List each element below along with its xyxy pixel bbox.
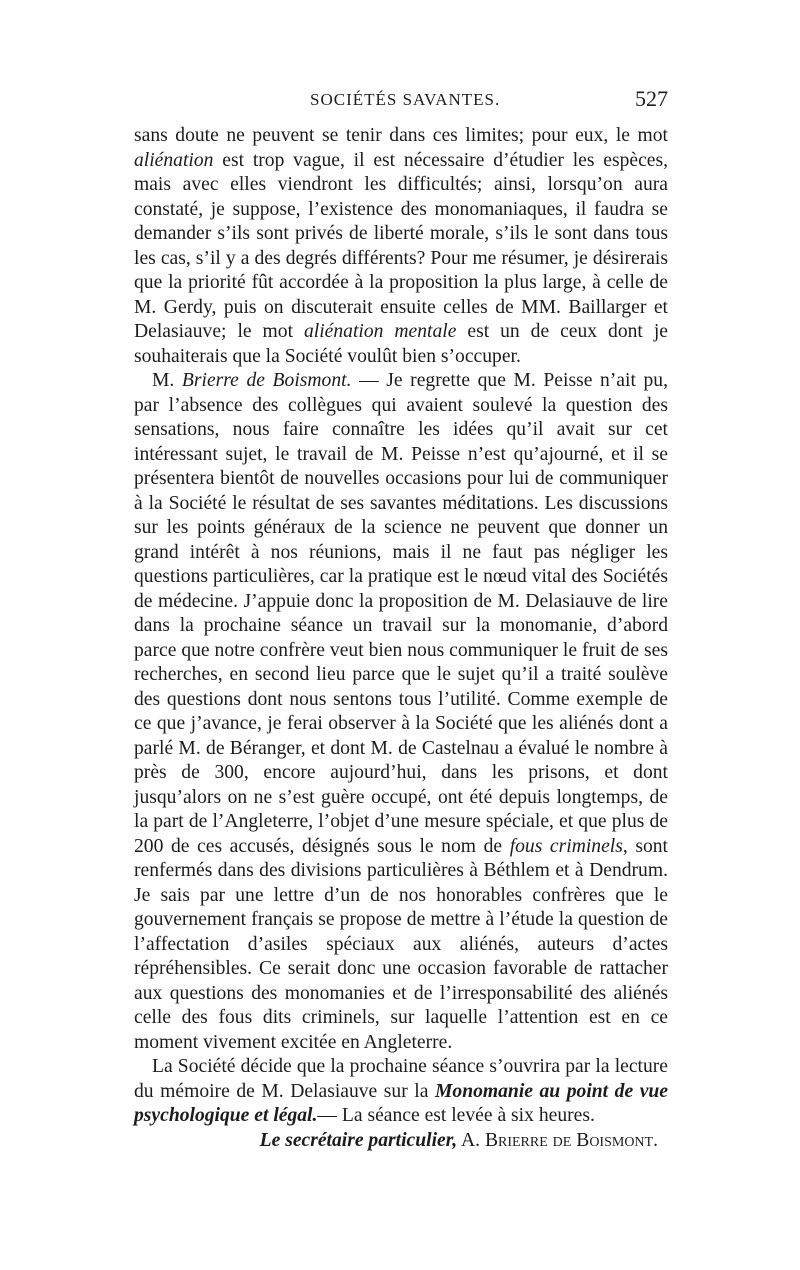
signature-initial: A. <box>457 1129 485 1151</box>
text-run: est un de ceux dont je souhaiterais que la Société voulût bien s’occuper. <box>134 321 668 367</box>
text-run: La Société décide que la prochaine séance s’ouvrira par la lecture du mémoire de M. Delasiauve sur la <box>134 1056 668 1102</box>
speaker-name: Brierre de Boismont. <box>181 370 352 391</box>
page-header <box>134 86 668 116</box>
text-run: , sont renfermés dans des divisions particulières à Béthlem et à Dendrum. Je sais par une lettre d’un de nos honorables confrères que le gouvernement français se propose de mettre à l’étude la question de l’affectation d’asiles spéciaux aux aliénés, auteurs d’actes répréhensibles. Ce serait donc une occasion favorable de rattacher aux questions des monomanies et de l’irresponsabilité des aliénés celle des fous dits criminels, sur laquelle l’attention est en ce moment vivement excitée en Angleterre. <box>134 835 669 1053</box>
signature-name: Brierre de Boismont. <box>484 1129 658 1151</box>
text-run: est trop vague, il est nécessaire d’étudier les espèces, mais avec elles viendront les difficultés; ainsi, lorsqu’on aura constaté, je suppose, l’existence des monomaniaques, il faudra se demander s’ils sont privés de liberté morale, s’ils le sont dans tous les cas, s’il y a des degrés différents? Pour me résumer, je désirerais que la priorité fût accordée à la proposition la plus large, à celle de M. Gerdy, puis on discuterait ensuite celles de MM. Baillarger et Delasiauve; le mot <box>134 149 668 342</box>
page-number: 527 <box>635 86 668 111</box>
paragraph-decision <box>134 1055 668 1129</box>
page-body <box>134 124 668 1153</box>
signature-role: Le secrétaire particulier, <box>259 1129 458 1151</box>
italic-term: fous criminels <box>509 835 623 857</box>
running-head: SOCIÉTÉS SAVANTES. <box>310 90 501 109</box>
speaker-prefix: M. <box>152 370 182 391</box>
italic-term: aliénation mentale <box>303 321 457 342</box>
text-run: sans doute ne peuvent se tenir dans ces limites; pour eux, le mot <box>134 125 668 146</box>
text-run: — La séance est levée à six heures. <box>317 1105 595 1126</box>
paragraph-continuation <box>134 124 668 369</box>
italic-term: aliénation <box>134 149 214 171</box>
signature-line <box>134 1129 668 1154</box>
memoir-title: Monomanie au point de vue psychologique et légal. <box>134 1080 668 1126</box>
paragraph-brierre-remarks <box>134 369 668 1055</box>
text-run: — Je regrette que M. Peisse n’ait pu, par l’absence des collègues qui avaient soulevé la question des sensations, nous faire connaître les idées qu’il avait sur cet intéressant sujet, le travail de M. Peisse n’est qu’ajourné, et il se présentera bientôt de nouvelles occasions pour lui de communiquer à la Société le résultat de ses savantes méditations. Les discussions sur les points généraux de la science ne peuvent que donner un grand intérêt à nos réunions, mais il ne faut pas négliger les questions particulières, car la pratique est le nœud vital des Sociétés de médecine. J’appuie donc la proposition de M. Delasiauve de lire dans la prochaine séance un travail sur la monomanie, d’abord parce que notre confrère veut bien nous communiquer le fruit de ses recherches, en second lieu parce que le sujet qu’il a traité soulève des questions dont nous sentons tous l’utilité. Comme exemple de ce que j’avance, je ferai observer à la Société que les aliénés dont a parlé M. de Béranger, et dont M. de Castelnau a évalué le nombre à près de 300, encore aujourd’hui, dans les prisons, et dont jusqu’alors on ne s’est guère occupé, ont été depuis longtemps, de la part de l’Angleterre, l’objet d’une mesure spéciale, et que plus de 200 de ces accusés, désignés sous le nom de <box>134 370 668 857</box>
